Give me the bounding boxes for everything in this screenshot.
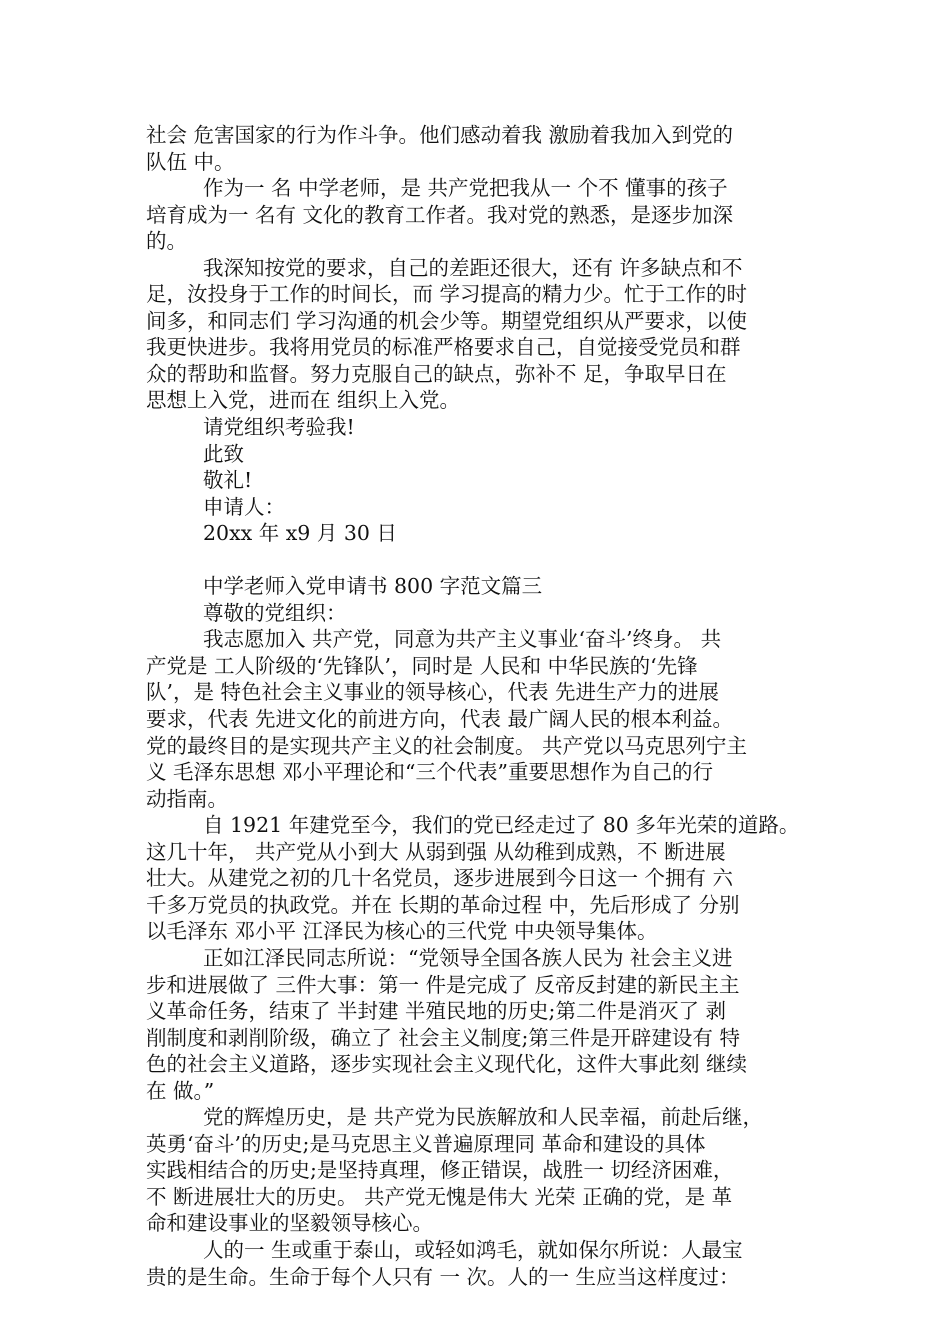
salutation-line: 敬礼!	[203, 468, 253, 493]
text-line: 我志愿加入 共产党，同意为共产主义事业‘奋斗’终身。 共	[203, 627, 722, 652]
date-line: 20xx 年 x9 月 30 日	[203, 521, 397, 546]
text-line: 在 做。”	[146, 1078, 215, 1103]
text-line: 培育成为一 名有 文化的教育工作者。我对党的熟悉，是逐步加深	[146, 202, 734, 227]
text-line: 义革命任务，结束了 半封建 半殖民地的历史;第二件是消灭了 剥	[146, 999, 726, 1024]
text-line: 色的社会主义道路，逐步实现社会主义现代化，这件大事此刻 继续	[146, 1052, 748, 1077]
text-line: 自 1921 年建党至今，我们的党已经走过了 80 多年光荣的道路。	[203, 813, 800, 838]
text-line: 间多，和同志们 学习沟通的机会少等。期望党组织从严要求，以使	[146, 308, 748, 333]
salutation-line: 此致	[203, 441, 244, 466]
blank-line	[146, 547, 816, 574]
text-line: 请党组织考验我!	[203, 415, 355, 440]
greeting-line: 尊敬的党组织：	[203, 600, 347, 625]
text-line: 命和建设事业的坚毅领导核心。	[146, 1211, 433, 1236]
document-body	[146, 122, 816, 1290]
text-line: 不 断进展壮大的历史。 共产党无愧是伟大 光荣 正确的党，是 革	[146, 1184, 733, 1209]
text-line: 队’，是 特色社会主义事业的领导核心，代表 先进生产力的进展	[146, 680, 720, 705]
text-line: 作为一 名 中学老师，是 共产党把我从一 个不 懂事的孩子	[203, 176, 728, 201]
text-line: 要求，代表 先进文化的前进方向，代表 最广阔人民的根本利益。	[146, 707, 734, 732]
text-line: 这几十年， 共产党从小到大 从弱到强 从幼稚到成熟，不 断进展	[146, 839, 726, 864]
text-line: 众的帮助和监督。努力克服自己的缺点，弥补不 足，争取早日在	[146, 361, 727, 386]
applicant-label: 申请人：	[203, 494, 285, 519]
text-line: 党的辉煌历史，是 共产党为民族解放和人民幸福，前赴后继，	[203, 1105, 764, 1130]
text-line: 足，汝投身于工作的时间长，而 学习提高的精力少。忙于工作的时	[146, 282, 748, 307]
text-line: 正如江泽民同志所说：“党领导全国各族人民为 社会主义进	[203, 945, 733, 970]
text-line: 党的最终目的是实现共产主义的社会制度。 共产党以马克思列宁主	[146, 733, 748, 758]
text-line: 动指南。	[146, 786, 228, 811]
text-line: 英勇‘奋斗’的历史;是马克思主义普遍原理同 革命和建设的具体	[146, 1131, 706, 1156]
text-line: 步和进展做了 三件大事：第一 件是完成了 反帝反封建的新民主主	[146, 972, 740, 997]
text-line: 队伍 中。	[146, 149, 235, 174]
section-title: 中学老师入党申请书 800 字范文篇三	[203, 574, 543, 599]
text-line: 产党是 工人阶级的‘先锋队’，同时是 人民和 中华民族的‘先锋	[146, 653, 698, 678]
text-line: 人的一 生或重于泰山，或轻如鸿毛，就如保尔所说：人最宝	[203, 1237, 743, 1262]
text-line: 削制度和剥削阶级，确立了 社会主义制度;第三件是开辟建设有 特	[146, 1025, 740, 1050]
text-line: 我深知按党的要求，自己的差距还很大，还有 许多缺点和不	[203, 255, 743, 280]
text-line: 的。	[146, 229, 187, 254]
text-line: 壮大。从建党之初的几十名党员，逐步进展到今日这一 个拥有 六	[146, 866, 734, 891]
text-line: 贵的是生命。生命于每个人只有 一 次。人的一 生应当这样度过：	[146, 1264, 740, 1289]
text-line: 千多万党员的执政党。并在 长期的革命过程 中，先后形成了 分别	[146, 892, 740, 917]
text-line: 思想上入党，进而在 组织上入党。	[146, 388, 461, 413]
text-line: 义 毛泽东思想 邓小平理论和“三个代表”重要思想作为自己的行	[146, 760, 713, 785]
text-line: 社会 危害国家的行为作斗争。他们感动着我 激励着我加入到党的	[146, 123, 734, 147]
text-line: 以毛泽东 邓小平 江泽民为核心的三代党 中央领导集体。	[146, 919, 658, 944]
text-line: 实践相结合的历史;是坚持真理，修正错误，战胜一 切经济困难，	[146, 1158, 734, 1183]
text-line: 我更快进步。我将用党员的标准严格要求自己，自觉接受党员和群	[146, 335, 741, 360]
